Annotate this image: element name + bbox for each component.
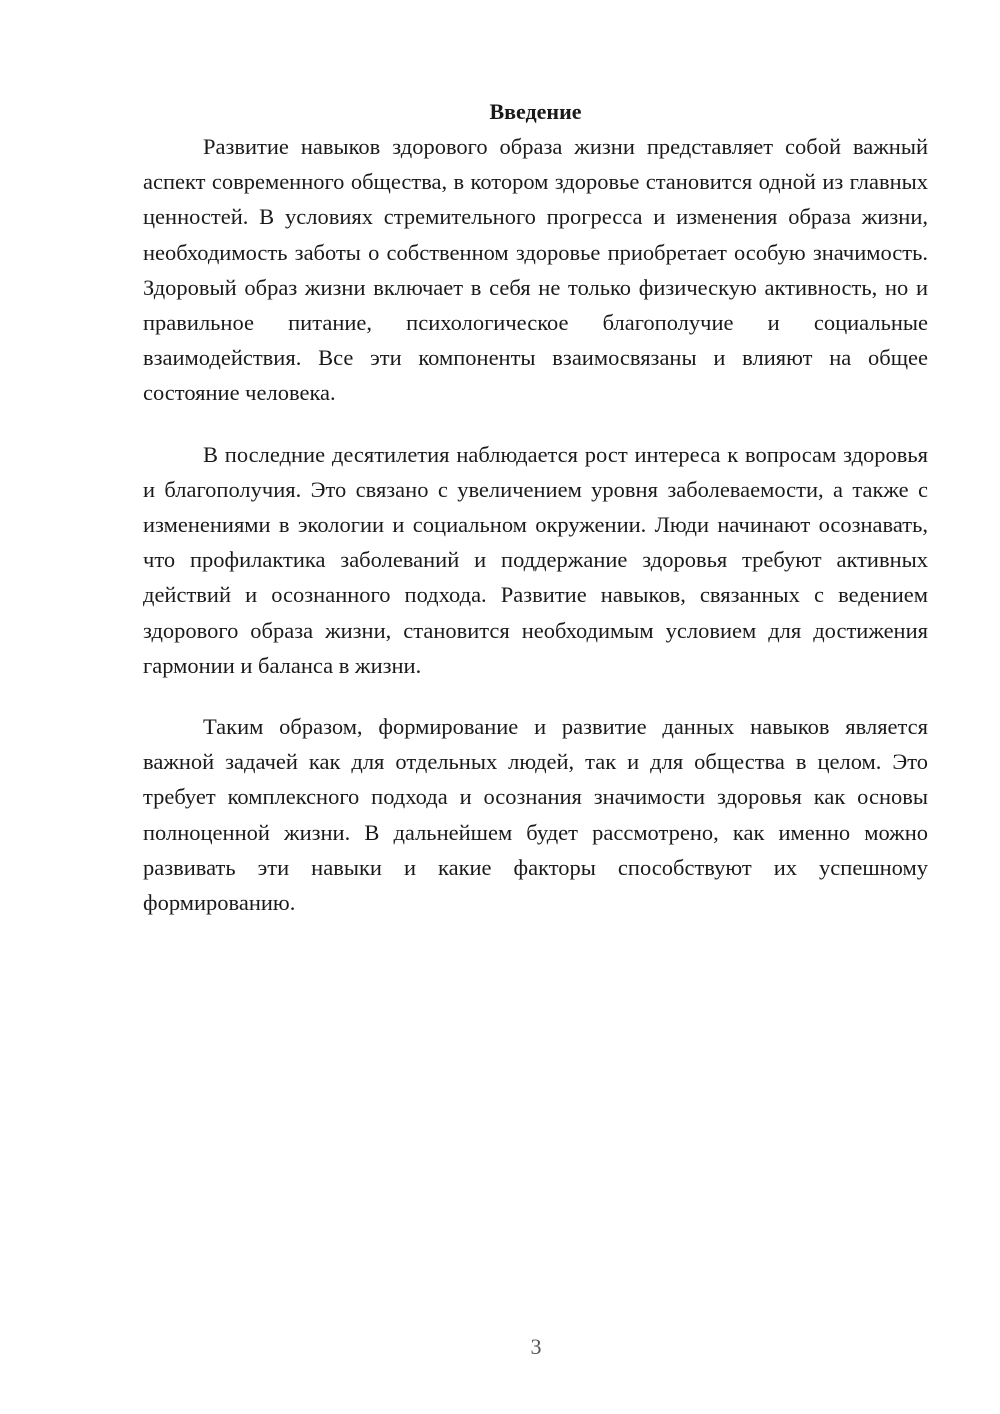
paragraph-3: Таким образом, формирование и развитие данных навыков является важной задачей как для отдельных людей, так и для общества в целом. Это требует комплексного подхода и осознания значимости здоровья как основы полноценной жизни. В дальнейшем будет рассмотрено, как именно можно развивать эти навыки и какие факторы способствуют их успешному формированию. bbox=[143, 714, 928, 916]
page-number: 3 bbox=[530, 1334, 542, 1359]
paragraph-1: Развитие навыков здорового образа жизни представляет собой важный аспект современного общества, в котором здоровье становится одной из главных ценностей. В условиях стремительного прогресса и изменения образа жизни, необходимость заботы о собственном здоровье приобретает особую значимость. Здоровый образ жизни включает в себя не только физическую активность, но и правильное питание, психологическое благополучие и социальные взаимодействия. Все эти компоненты взаимосвязаны и влияют на общее состояние человека. bbox=[143, 134, 928, 406]
paragraph-2: В последние десятилетия наблюдается рост интереса к вопросам здоровья и благополучия. Это связано с увеличением уровня заболеваемости, а также с изменениями в экологии и социальном окружении. Люди начинают осознавать, что профилактика заболеваний и поддержание здоровья требуют активных действий и осознанного подхода. Развитие навыков, связанных с ведением здорового образа жизни, становится необходимым условием для достижения гармонии и баланса в жизни. bbox=[143, 441, 928, 678]
page-content bbox=[143, 94, 928, 920]
section-title: Введение bbox=[489, 99, 582, 124]
